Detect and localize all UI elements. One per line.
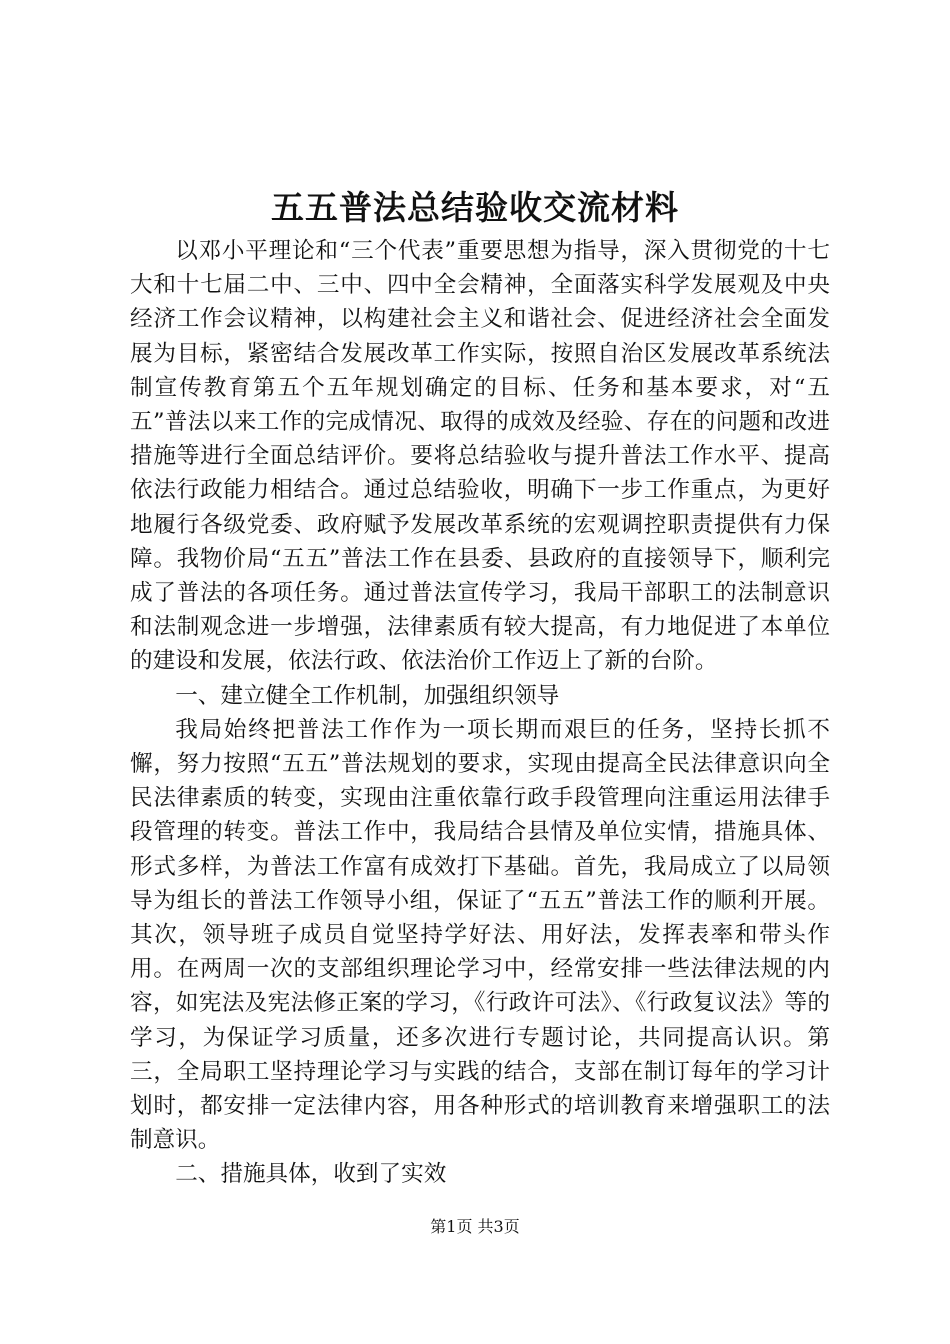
document-title: 五五普法总结验收交流材料	[271, 188, 679, 227]
paragraph-section-1: 我局始终把普法工作作为一项长期而艰巨的任务，坚持长抓不懈，努力按照“五五”普法规划的要求，实现由提高全民法律意识向全民法律素质的转变，实现由注重依靠行政手段管理向注重运用法律手段管理的转变。普法工作中，我局结合县情及单位实情，措施具体、形式多样，为普法工作富有成效打下基础。首先，我局成立了以局领导为组长的普法工作领导小组，保证了“五五”普法工作的顺利开展。其次，领导班子成员自觉坚持学好法、用好法，发挥表率和带头作用。在两周一次的支部组织理论学习中，经常安排一些法律法规的内容，如宪法及宪法修正案的学习，《行政许可法》、《行政复议法》等的学习，为保证学习质量，还多次进行专题讨论，共同提高认识。第三，全局职工坚持理论学习与实践的结合，支部在制订每年的学习计划时，都安排一定法律内容，用各种形式的培训教育来增强职工的法制意识。	[130, 716, 830, 1154]
page-number-footer: 第1页 共3页	[430, 1217, 520, 1236]
section-heading-2: 二、措施具体，收到了实效	[175, 1161, 447, 1188]
paragraph-intro: 以邓小平理论和“三个代表”重要思想为指导，深入贯彻党的十七大和十七届二中、三中、四中全会精神，全面落实科学发展观及中央经济工作会议精神，以构建社会主义和谐社会、促进经济社会全面发展为目标，紧密结合发展改革工作实际，按照自治区发展改革系统法制宣传教育第五个五年规划确定的目标、任务和基本要求，对“五五”普法以来工作的完成情况、取得的成效及经验、存在的问题和改进措施等进行全面总结评价。要将总结验收与提升普法工作水平、提高依法行政能力相结合。通过总结验收，明确下一步工作重点，为更好地履行各级党委、政府赋予发展改革系统的宏观调控职责提供有力保障。我物价局“五五”普法工作在县委、县政府的直接领导下，顺利完成了普法的各项任务。通过普法宣传学习，我局干部职工的法制意识和法制观念进一步增强，法律素质有较大提高，有力地促进了本单位的建设和发展，依法行政、依法治价工作迈上了新的台阶。	[130, 238, 830, 675]
section-heading-1: 一、建立健全工作机制，加强组织领导	[175, 682, 560, 709]
document-body	[130, 234, 830, 1192]
